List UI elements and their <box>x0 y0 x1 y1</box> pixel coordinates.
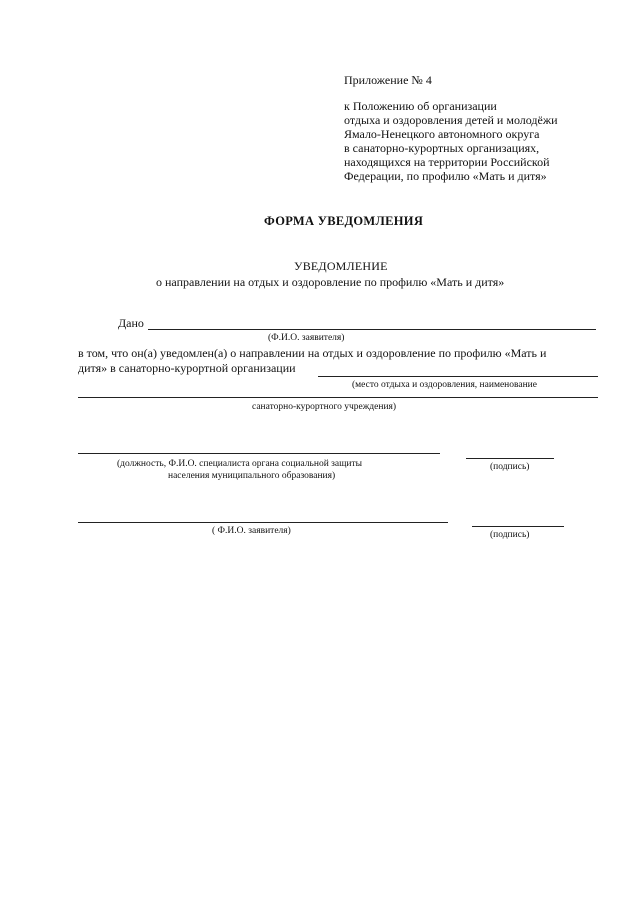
applicant-signature-name-line <box>78 522 448 523</box>
applicant-sign-caption: (подпись) <box>490 530 530 540</box>
applicant-signature-caption: ( Ф.И.О. заявителя) <box>212 526 291 536</box>
official-signature-line <box>466 458 554 459</box>
notice-title: УВЕДОМЛЕНИЕ <box>294 259 388 273</box>
organization-line <box>318 376 598 377</box>
applicant-name-line <box>148 329 596 330</box>
appendix-number: Приложение № 4 <box>344 73 432 87</box>
appendix-line-6: Федерации, по профилю «Мать и дитя» <box>344 169 547 183</box>
applicant-caption: (Ф.И.О. заявителя) <box>268 333 345 343</box>
official-signature-caption: (подпись) <box>490 462 530 472</box>
appendix-line-3: Ямало-Ненецкого автономного округа <box>344 127 540 141</box>
applicant-signature-line <box>472 526 564 527</box>
place-caption-1: (место отдыха и оздоровления, наименование <box>352 380 537 390</box>
body-text-line-2: дитя» в санаторно-курортной организации <box>78 361 296 375</box>
appendix-line-5: находящихся на территории Российской <box>344 155 550 169</box>
notice-subtitle: о направлении на отдых и оздоровление по профилю «Мать и дитя» <box>156 275 505 289</box>
appendix-line-2: отдыха и оздоровления детей и молодёжи <box>344 113 558 127</box>
place-line <box>78 397 598 398</box>
official-caption-1: (должность, Ф.И.О. специалиста органа социальной защиты <box>117 459 363 469</box>
place-caption-2: санаторно-курортного учреждения) <box>252 402 397 412</box>
form-title: ФОРМА УВЕДОМЛЕНИЯ <box>264 214 424 228</box>
appendix-line-1: к Положению об организации <box>344 99 497 113</box>
official-name-line <box>78 453 440 454</box>
given-label: Дано <box>118 316 144 330</box>
appendix-line-4: в санаторно-курортных организациях, <box>344 141 540 155</box>
body-text-line-1: в том, что он(а) уведомлен(а) о направлении на отдых и оздоровление по профилю «Мать и <box>78 346 547 360</box>
official-caption-2: населения муниципального образования) <box>168 471 336 481</box>
